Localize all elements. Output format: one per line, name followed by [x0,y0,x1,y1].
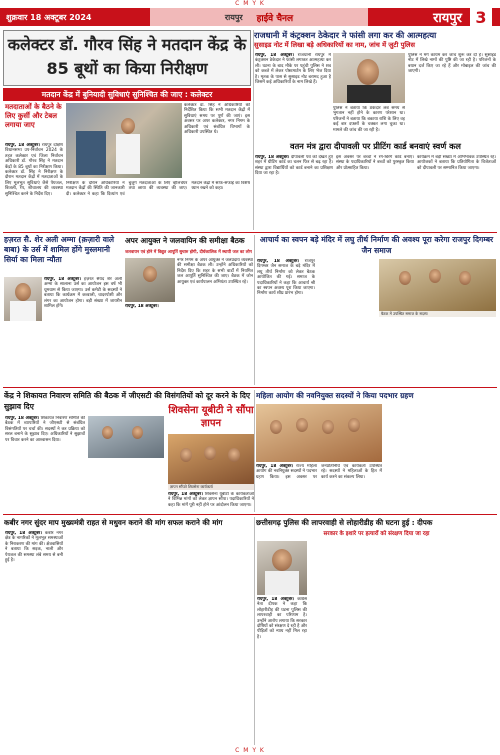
gutter-mid [254,235,255,385]
story6-body: राजपुर दिगम्बर जैन समाज के बड़े मंदिर में लघु तीर्थ निर्माण को लेकर बैठक आयोजित की गई। समाज के पदाधिकारियों ने कहा कि आचार्य श्री का स्वपन अवश्य पूरा किया जाएगा। निर्माण कार्य शीघ्र प्रारंभ होगा। [257,259,315,297]
story7-body: शिकायत निवारण समिति की बैठक में व्यापारियों ने जीएसटी से संबंधित विसंगतियों पर चर्चा की। सदस्यों ने कर प्रक्रिया को सरल बनाने के सुझाव दिए। अधिकारियों ने सुझावों पर विचार करने का आश्वासन दिया। [5,416,85,443]
story3-byline: रायपुर, 18 अक्टूबर। [255,155,290,160]
lead-body-3: कलेक्टर डॉ. सिंह ने अधिकारियों को निर्देशित किया कि सभी मतदान केंद्रों में सुविधाएं समय पर पूर्ण की जाएं। इस अवसर पर अपर कलेक्टर, नगर निगम के अधिकारी एवं संबंधित विभागों के अधिकारी उपस्थित थे। [184,103,250,136]
story10-body: कबीर नगर क्षेत्र के नागरिकों ने मूलभूत समस्याओं के निराकरण की मांग की। क्षेत्रवासियों ने बताया कि सड़क, नाली और पेयजल की समस्या लंबे समय से बनी हुई है। [5,531,63,564]
story8-byline: रायपुर, 18 अक्टूबर। [168,492,203,497]
story9-body: राज्य महिला आयोग की नवनियुक्त सदस्यों ने पदभार ग्रहण किया। इस अवसर पर जनप्रतिनिधि एवं कार्यकर्ता उपस्थित रहे। सदस्यों ने महिलाओं के हित में कार्य करने का संकल्प लिया। [256,464,382,480]
cmyk-mark-top: C M Y K [235,0,265,7]
lead-column-1 [5,143,63,230]
lead-headline: कलेक्टर डॉ. गौरव सिंह ने मतदान केंद्र के 85 बूथों का किया निरीक्षण [7,35,247,78]
story3-body-2: इस अवसर पर बच्चों ने रंग-बिरंगे कार्ड बनाए। संस्था के पदाधिकारियों ने बच्चों को पुरस्कृत किया और प्रोत्साहित किया। [336,155,414,171]
header-masthead [150,8,368,26]
story2-column-1 [255,53,331,138]
divider-2 [3,387,497,388]
story11-column-3 [373,541,433,743]
gutter-bottom [254,517,255,745]
story8-column [168,492,254,511]
section-title: रायपुर [433,11,462,26]
header-section-block [368,8,500,26]
story5-subhead: जलवायन एवं होने में विद्युत आपूर्ति सुचारु होगी, दीर्घकालिक में स्थायी जल का लोग [125,249,252,254]
story2-photo-portrait [333,53,405,103]
story11-headline: छत्तीसगढ़ पुलिस की लापरवाही से लोहारीडीह की घटना हुई : दीपक [256,518,433,527]
story10-column-2 [66,531,124,743]
header-date: शुक्रवार 18 अक्टूबर 2024 [6,12,92,22]
story6-byline: रायपुर, 18 अक्टूबर। [257,259,300,264]
story9-byline: रायपुर, 18 अक्टूबर। [256,464,294,469]
story7-byline: रायपुर, 18 अक्टूबर। [5,416,40,421]
story5-headline: अपर आयुक्त ने जलवायिन की समीक्षा बैठक [125,236,245,245]
story4-column [44,277,122,384]
lead-subhead: मतदान केंद्र में बुनियादी सुविधाएं सुनिश्चित की जाए : कलेक्टर [3,88,251,101]
story10-headline: कबीर नगर सुंदर माप मुख्यमंत्री राहत से मधुवन कराने की मांग सफल कराने की मांग [4,518,223,527]
story10-column-1 [5,531,63,743]
story5-byline: रायपुर, 18 अक्टूबर। [125,304,159,309]
story3-column-1 [255,155,333,229]
story9-column-1 [256,464,382,511]
story5-column-1 [125,304,175,384]
header-city-small: रायपुर [224,12,243,22]
story2-byline: रायपुर, 18 अक्टूबर। [255,53,294,58]
story5-photo [125,258,175,302]
story2-headline: राजधानी में कंट्रक्शन ठेकेदार ने फांसी लगा कर की आत्महत्या [254,30,437,40]
story4-headline: हज़रत सै. शेर अली अम्मा (क़ज़ारी वाले बाबा) के उर्स में शामिल होंगे मुस्लमानी सिर्या का मिला न्यौता [4,235,115,264]
story4-photo-portrait [4,277,42,321]
story5-body: नगर निगम के अपर आयुक्त ने जलप्रदाय व्यवस्था की समीक्षा बैठक ली। उन्होंने अधिकारियों को निर्देश दिए कि शहर के सभी वार्डों में नियमित जल आपूर्ति सुनिश्चित की जाए। बैठक में जोन आयुक्त एवं कार्यपालन अभियंता उपस्थित रहे। [177,258,253,285]
story5-column-2 [177,258,253,384]
divider-1 [3,232,497,233]
lead-photo [66,103,182,178]
story3-body-3: कार्यक्रम में बड़ी संख्या में अभिभावक उपस्थित रहे। आयोजकों ने बताया कि प्रतियोगिता के विजेताओं को दीपावली पर सम्मानित किया जाएगा। [417,155,496,171]
paper-name: हाईवे चैनल [256,13,294,24]
story6-photo [379,259,496,317]
story7-photo [88,416,164,458]
story8-photo [168,434,254,490]
story7-column-2 [88,460,164,511]
story10-column-4 [188,531,253,743]
story6-column-2 [318,259,376,384]
story3-headline: वतन मंत्र द्वारा दीपावली पर प्रीटिंग कार्ड बनवाएं स्वर्ण कल [290,141,461,151]
story4-body: हज़रत सैयद शेर अली अम्मा के सालाना उर्स का आयोजन इस वर्ष भी धूमधाम से किया जाएगा। उर्स कमेटी के सदस्यों ने बताया कि कार्यक्रम में कव्वाली, चादरपोशी और लंगर का आयोजन होगा। बड़ी संख्या में जायरीन शामिल होंगे। [44,277,122,310]
lead-body-1: रायपुर दक्षिण विधानसभा उप-निर्वाचन 2024 के तहत कलेक्टर एवं जिला निर्वाचन अधिकारी डॉ. गौरव सिंह ने मतदान केंद्रों के 85 बूथों का निरीक्षण किया। कलेक्टर डॉ. सिंह ने निरीक्षण के दौरान मतदान केंद्रों में मतदाताओं के लिए मूलभूत सुविधाएं जैसे पेयजल, बिजली, रैंप, शौचालय की व्यवस्था सुनिश्चित करने के निर्देश दिए। [5,143,63,197]
story7-headline: केंद्र ने शिकायत निवारण समिति की बैठक में जीएसटी की विसंगतियों को दूर करने के दिए सुझाव दिए [4,391,251,411]
story6-column-3 [379,320,496,384]
gutter-top [253,30,254,230]
gutter-lower [254,390,255,512]
story11-column-4 [436,541,496,743]
story3-body-1: दीपावली पर्व को देखते हुए शहर में ग्रीटिंग कार्ड का चलन फिर से बढ़ रहा है। संस्था द्वारा विद्यार्थियों को कार्ड बनाने का प्रशिक्षण दिया जा रहा है। [255,155,333,177]
story3-column-3 [417,155,496,229]
story11-photo-portrait [257,541,307,595]
story2-column-2 [333,106,405,138]
story11-subhead: सरकार के इशारे पर हत्यारों को संरक्षण दिया जा रहा [323,531,430,537]
story11-body: कांग्रेस नेता दीपक ने कहा कि लोहारीडीह की घटना पुलिस की लापरवाही का परिणाम है। उन्होंने आरोप लगाया कि सरकार दोषियों को संरक्षण दे रही है और पीड़ितों को न्याय नहीं मिल रहा है। [257,597,307,640]
story2-body-2: पुलिस ने बताया कि ठेकेदार लंबे समय से भुगतान नहीं होने के कारण परेशान था। परिजनों ने बताया कि बकाया राशि के लिए वह कई बार दफ्तरों के चक्कर लगा चुका था। मामले की जांच की जा रही है। [333,106,405,133]
lead-body-2: निरीक्षण के दौरान अधिकारियों ने मतदान केंद्रों की स्थिति की जानकारी दी। कलेक्टर ने कहा कि दिव्यांग एवं बुजुर्ग मतदाताओं के लिए व्हीलचेयर तथा छाया की व्यवस्था की जाए। मतदान केंद्रों में साफ-सफाई का विशेष ध्यान रखने को कहा। [66,181,250,197]
page-number: 3 [470,8,492,26]
story9-column-2 [385,404,496,511]
story2-subhead: सुसाइड नोट में लिखा बड़े अधिकारियों का नाम, जांच में जुटी पुलिस [254,41,415,49]
divider-3 [3,514,497,515]
story7-column-1 [5,416,85,511]
lead-inset-quote: मतदाताओं के बैठने के लिए कुर्सी और टेबल लगाया जाए [5,103,62,129]
story2-column-3 [408,53,496,138]
story11-column-2 [310,541,370,743]
story6-headline: आचार्य का स्वपन बड़े मंदिर में लघु तीर्थ निर्माण की अवश्य पूरा करेगा राजपुर दिगम्बर जैन समाज [259,235,494,255]
story8-headline: शिवसेना यूबीटी ने सौंपा ज्ञापन [168,405,254,429]
cmyk-mark-bottom: C M Y K [235,747,265,754]
story8-photo-caption: ज्ञापन सौंपते शिवसेना कार्यकर्ता [168,484,254,491]
lead-column-3 [184,103,250,178]
story9-photo [256,404,382,462]
header-date-block [0,8,150,26]
story11-column-1 [257,597,307,743]
story2-body-3: पुलिस ने मर्ग कायम कर जांच शुरू कर दी है। सुसाइड नोट में लिखे नामों की पुष्टि की जा रही है। परिजनों के बयान दर्ज किए जा रहे हैं और मोबाइल की जांच की जाएगी। [408,53,496,75]
story10-byline: रायपुर, 18 अक्टूबर। [5,531,42,536]
story3-column-2 [336,155,414,229]
page-header [0,8,500,26]
story11-byline: रायपुर, 18 अक्टूबर। [257,597,295,602]
story2-body-1: राजधानी रायपुर में कंट्रक्शन ठेकेदार ने फांसी लगाकर आत्महत्या कर ली। घटना के बाद मौके पर पहुंची पुलिस ने शव को कब्जे में लेकर पोस्टमार्टम के लिए भेज दिया है। मृतक के पास से सुसाइड नोट बरामद हुआ है जिसमें कई अधिकारियों के नाम लिखे हैं। [255,53,331,86]
lead-column-2 [66,181,250,230]
story4-byline: रायपुर, 18 अक्टूबर। [44,277,81,282]
lead-byline: रायपुर, 18 अक्टूबर। [5,143,40,148]
story6-column-1 [257,259,315,384]
story9-headline: महिला आयोग की नवनियुक्त सदस्यों ने किया पदभार ग्रहण [256,391,414,400]
story8-body: शिवसेना यूबीटी के कार्यकर्ताओं ने विभिन्न मांगों को लेकर ज्ञापन सौंपा। पदाधिकारियों ने कहा कि मांगें पूरी नहीं होने पर आंदोलन किया जाएगा। [168,492,254,508]
story10-column-3 [127,531,185,743]
story6-photo-caption: बैठक में उपस्थित समाज के सदस्य [379,311,496,318]
